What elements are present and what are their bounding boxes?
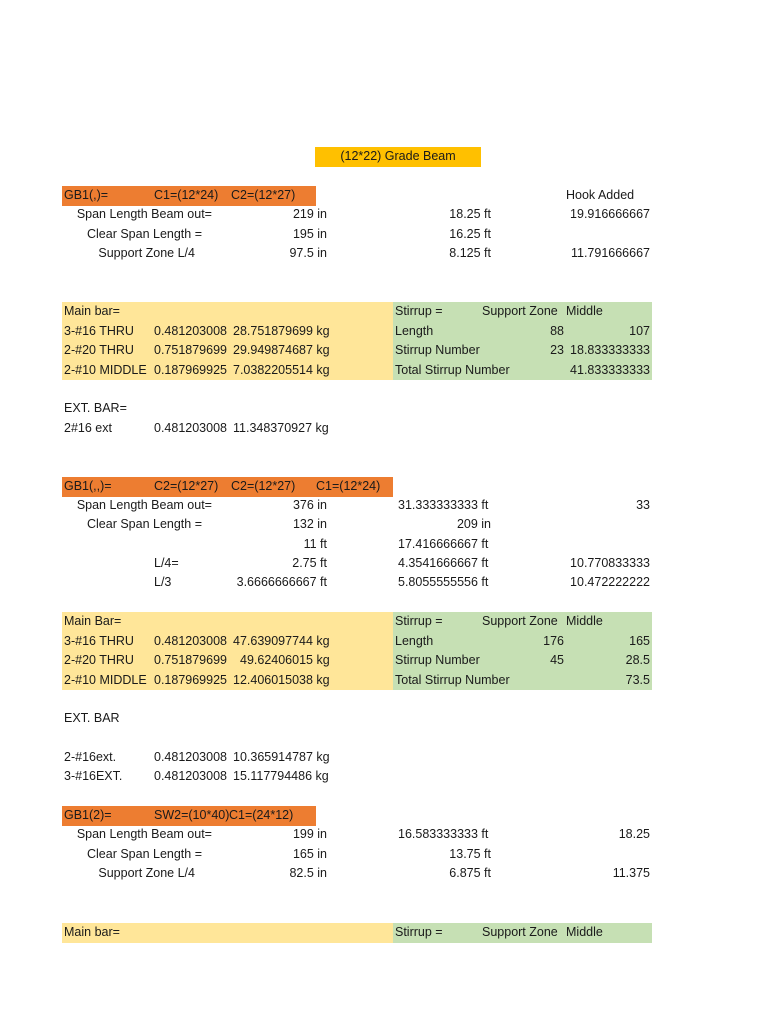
stirrup-header: Stirrup = bbox=[395, 614, 443, 628]
bar-kg: 12.406015038 kg bbox=[233, 673, 330, 687]
b1-row-ft: 8.125 ft bbox=[449, 246, 491, 260]
b1-hook-header: Hook Added bbox=[566, 188, 635, 202]
b1-label: GB1(,)= bbox=[64, 188, 109, 202]
bar-weight: 0.751879699 bbox=[154, 653, 227, 667]
b2-row-mid: 3.6666666667 ft bbox=[236, 575, 327, 589]
bar-weight: 0.187969925 bbox=[154, 673, 227, 687]
b2-row-label: Span Length Beam out= bbox=[76, 498, 212, 512]
b2-mainbar-header: Main Bar= bbox=[64, 614, 122, 628]
b1-row-label: Clear Span Length = bbox=[86, 227, 202, 241]
b1-row-in: 97.5 in bbox=[289, 246, 327, 260]
b1-row-hook: 19.916666667 bbox=[570, 207, 650, 221]
ext-kg: 11.348370927 kg bbox=[233, 421, 329, 435]
stirrup-support: 176 bbox=[543, 634, 564, 648]
b2-row-val: 5.8055555556 ft bbox=[398, 575, 489, 589]
page-title: (12*22) Grade Beam bbox=[340, 149, 456, 163]
b2-c2b: C2=(12*27) bbox=[231, 479, 296, 493]
b3-c1: C1=(24*12) bbox=[229, 808, 294, 822]
bar-kg: 28.751879699 kg bbox=[233, 324, 330, 338]
bar-name: 2-#20 THRU bbox=[64, 653, 134, 667]
b1-row-label: Span Length Beam out= bbox=[76, 207, 212, 221]
stirrup-label: Stirrup Number bbox=[395, 343, 480, 357]
stirrup-label: Stirrup Number bbox=[395, 653, 480, 667]
bar-name: 3-#16 THRU bbox=[64, 324, 134, 338]
stirrup-middle: 28.5 bbox=[625, 653, 650, 667]
b1-row-in: 195 in bbox=[292, 227, 327, 241]
ext-bar-header: EXT. BAR= bbox=[64, 401, 127, 415]
b1-row-hook: 11.791666667 bbox=[570, 246, 650, 260]
b3-row-in: 165 in bbox=[292, 847, 327, 861]
bar-name: 3-#16 THRU bbox=[64, 634, 134, 648]
stirrup-support: 88 bbox=[550, 324, 564, 338]
support-zone-header: Support Zone bbox=[482, 614, 558, 628]
b2-row-right: 33 bbox=[636, 498, 650, 512]
stirrup-middle: 18.833333333 bbox=[570, 343, 650, 357]
bar-weight: 0.187969925 bbox=[154, 363, 227, 377]
b2-row-label: L/3 bbox=[154, 575, 172, 589]
ext-kg: 10.365914787 kg bbox=[233, 750, 330, 764]
stirrup-middle: 73.5 bbox=[625, 673, 650, 687]
stirrup-middle: 41.833333333 bbox=[570, 363, 650, 377]
bar-name: 2-#10 MIDDLE bbox=[64, 673, 147, 687]
b2-row-val: 4.3541666667 ft bbox=[398, 556, 489, 570]
stirrup-middle: 107 bbox=[629, 324, 650, 338]
b2-row-val: 17.416666667 ft bbox=[398, 537, 489, 551]
support-zone-header: Support Zone bbox=[482, 925, 558, 939]
b3-row-label: Support Zone L/4 bbox=[98, 866, 195, 880]
b1-c2: C2=(12*27) bbox=[231, 188, 296, 202]
middle-header: Middle bbox=[566, 614, 603, 628]
b2-row-label: Clear Span Length = bbox=[86, 517, 202, 531]
bar-kg: 47.639097744 kg bbox=[233, 634, 330, 648]
stirrup-header: Stirrup = bbox=[395, 304, 443, 318]
b3-row-ft: 13.75 ft bbox=[449, 847, 491, 861]
b1-row-in: 219 in bbox=[292, 207, 327, 221]
b2-row-mid: 11 ft bbox=[303, 537, 327, 551]
b3-row-right: 11.375 bbox=[612, 866, 650, 880]
b3-row-label: Span Length Beam out= bbox=[76, 827, 212, 841]
b1-mainbar-header: Main bar= bbox=[64, 304, 120, 318]
bar-name: 2-#10 MIDDLE bbox=[64, 363, 147, 377]
b1-row-label: Support Zone L/4 bbox=[98, 246, 195, 260]
b2-row-label: L/4= bbox=[154, 556, 179, 570]
bar-weight: 0.751879699 bbox=[154, 343, 227, 357]
bar-kg: 29.949874687 kg bbox=[233, 343, 330, 357]
b3-row-right: 18.25 bbox=[618, 827, 650, 841]
stirrup-header: Stirrup = bbox=[395, 925, 443, 939]
middle-header: Middle bbox=[566, 925, 603, 939]
ext-bar-header: EXT. BAR bbox=[64, 711, 120, 725]
b2-row-mid: 376 in bbox=[292, 498, 327, 512]
stirrup-label: Total Stirrup Number bbox=[395, 363, 510, 377]
b1-c1: C1=(12*24) bbox=[154, 188, 219, 202]
ext-weight: 0.481203008 bbox=[154, 750, 227, 764]
stirrup-support: 23 bbox=[550, 343, 564, 357]
stirrup-support: 45 bbox=[550, 653, 564, 667]
b3-row-label: Clear Span Length = bbox=[86, 847, 202, 861]
ext-weight: 0.481203008 bbox=[154, 769, 227, 783]
b3-label: GB1(2)= bbox=[64, 808, 112, 822]
bar-kg: 7.0382205514 kg bbox=[233, 363, 330, 377]
b2-row-val: 31.333333333 ft bbox=[398, 498, 489, 512]
b1-row-ft: 16.25 ft bbox=[449, 227, 491, 241]
b2-c1: C1=(12*24) bbox=[316, 479, 381, 493]
stirrup-label: Total Stirrup Number bbox=[395, 673, 510, 687]
b3-sw: SW2=(10*40) bbox=[154, 808, 230, 822]
ext-name: 2#16 ext bbox=[64, 421, 112, 435]
b1-row-ft: 18.25 ft bbox=[449, 207, 491, 221]
b3-mainbar-header: Main bar= bbox=[64, 925, 120, 939]
ext-kg: 15.117794486 kg bbox=[233, 769, 329, 783]
ext-name: 2-#16ext. bbox=[64, 750, 117, 764]
support-zone-header: Support Zone bbox=[482, 304, 558, 318]
stirrup-label: Length bbox=[395, 324, 434, 338]
b2-c2a: C2=(12*27) bbox=[154, 479, 219, 493]
b3-row-in: 82.5 in bbox=[289, 866, 327, 880]
b2-row-right: 10.472222222 bbox=[570, 575, 650, 589]
bar-weight: 0.481203008 bbox=[154, 324, 227, 338]
b3-row-in: 199 in bbox=[292, 827, 327, 841]
b2-label: GB1(,,)= bbox=[64, 479, 112, 493]
b3-row-ft: 16.583333333 ft bbox=[398, 827, 489, 841]
b3-row-ft: 6.875 ft bbox=[449, 866, 491, 880]
ext-weight: 0.481203008 bbox=[154, 421, 227, 435]
b2-row-right: 10.770833333 bbox=[570, 556, 650, 570]
bar-name: 2-#20 THRU bbox=[64, 343, 134, 357]
b2-row-mid: 2.75 ft bbox=[292, 556, 327, 570]
b2-row-val: 209 in bbox=[456, 517, 491, 531]
b2-row-mid: 132 in bbox=[292, 517, 327, 531]
ext-name: 3-#16EXT. bbox=[64, 769, 123, 783]
bar-weight: 0.481203008 bbox=[154, 634, 227, 648]
stirrup-middle: 165 bbox=[629, 634, 650, 648]
stirrup-label: Length bbox=[395, 634, 434, 648]
middle-header: Middle bbox=[566, 304, 603, 318]
bar-kg: 49.62406015 kg bbox=[240, 653, 330, 667]
